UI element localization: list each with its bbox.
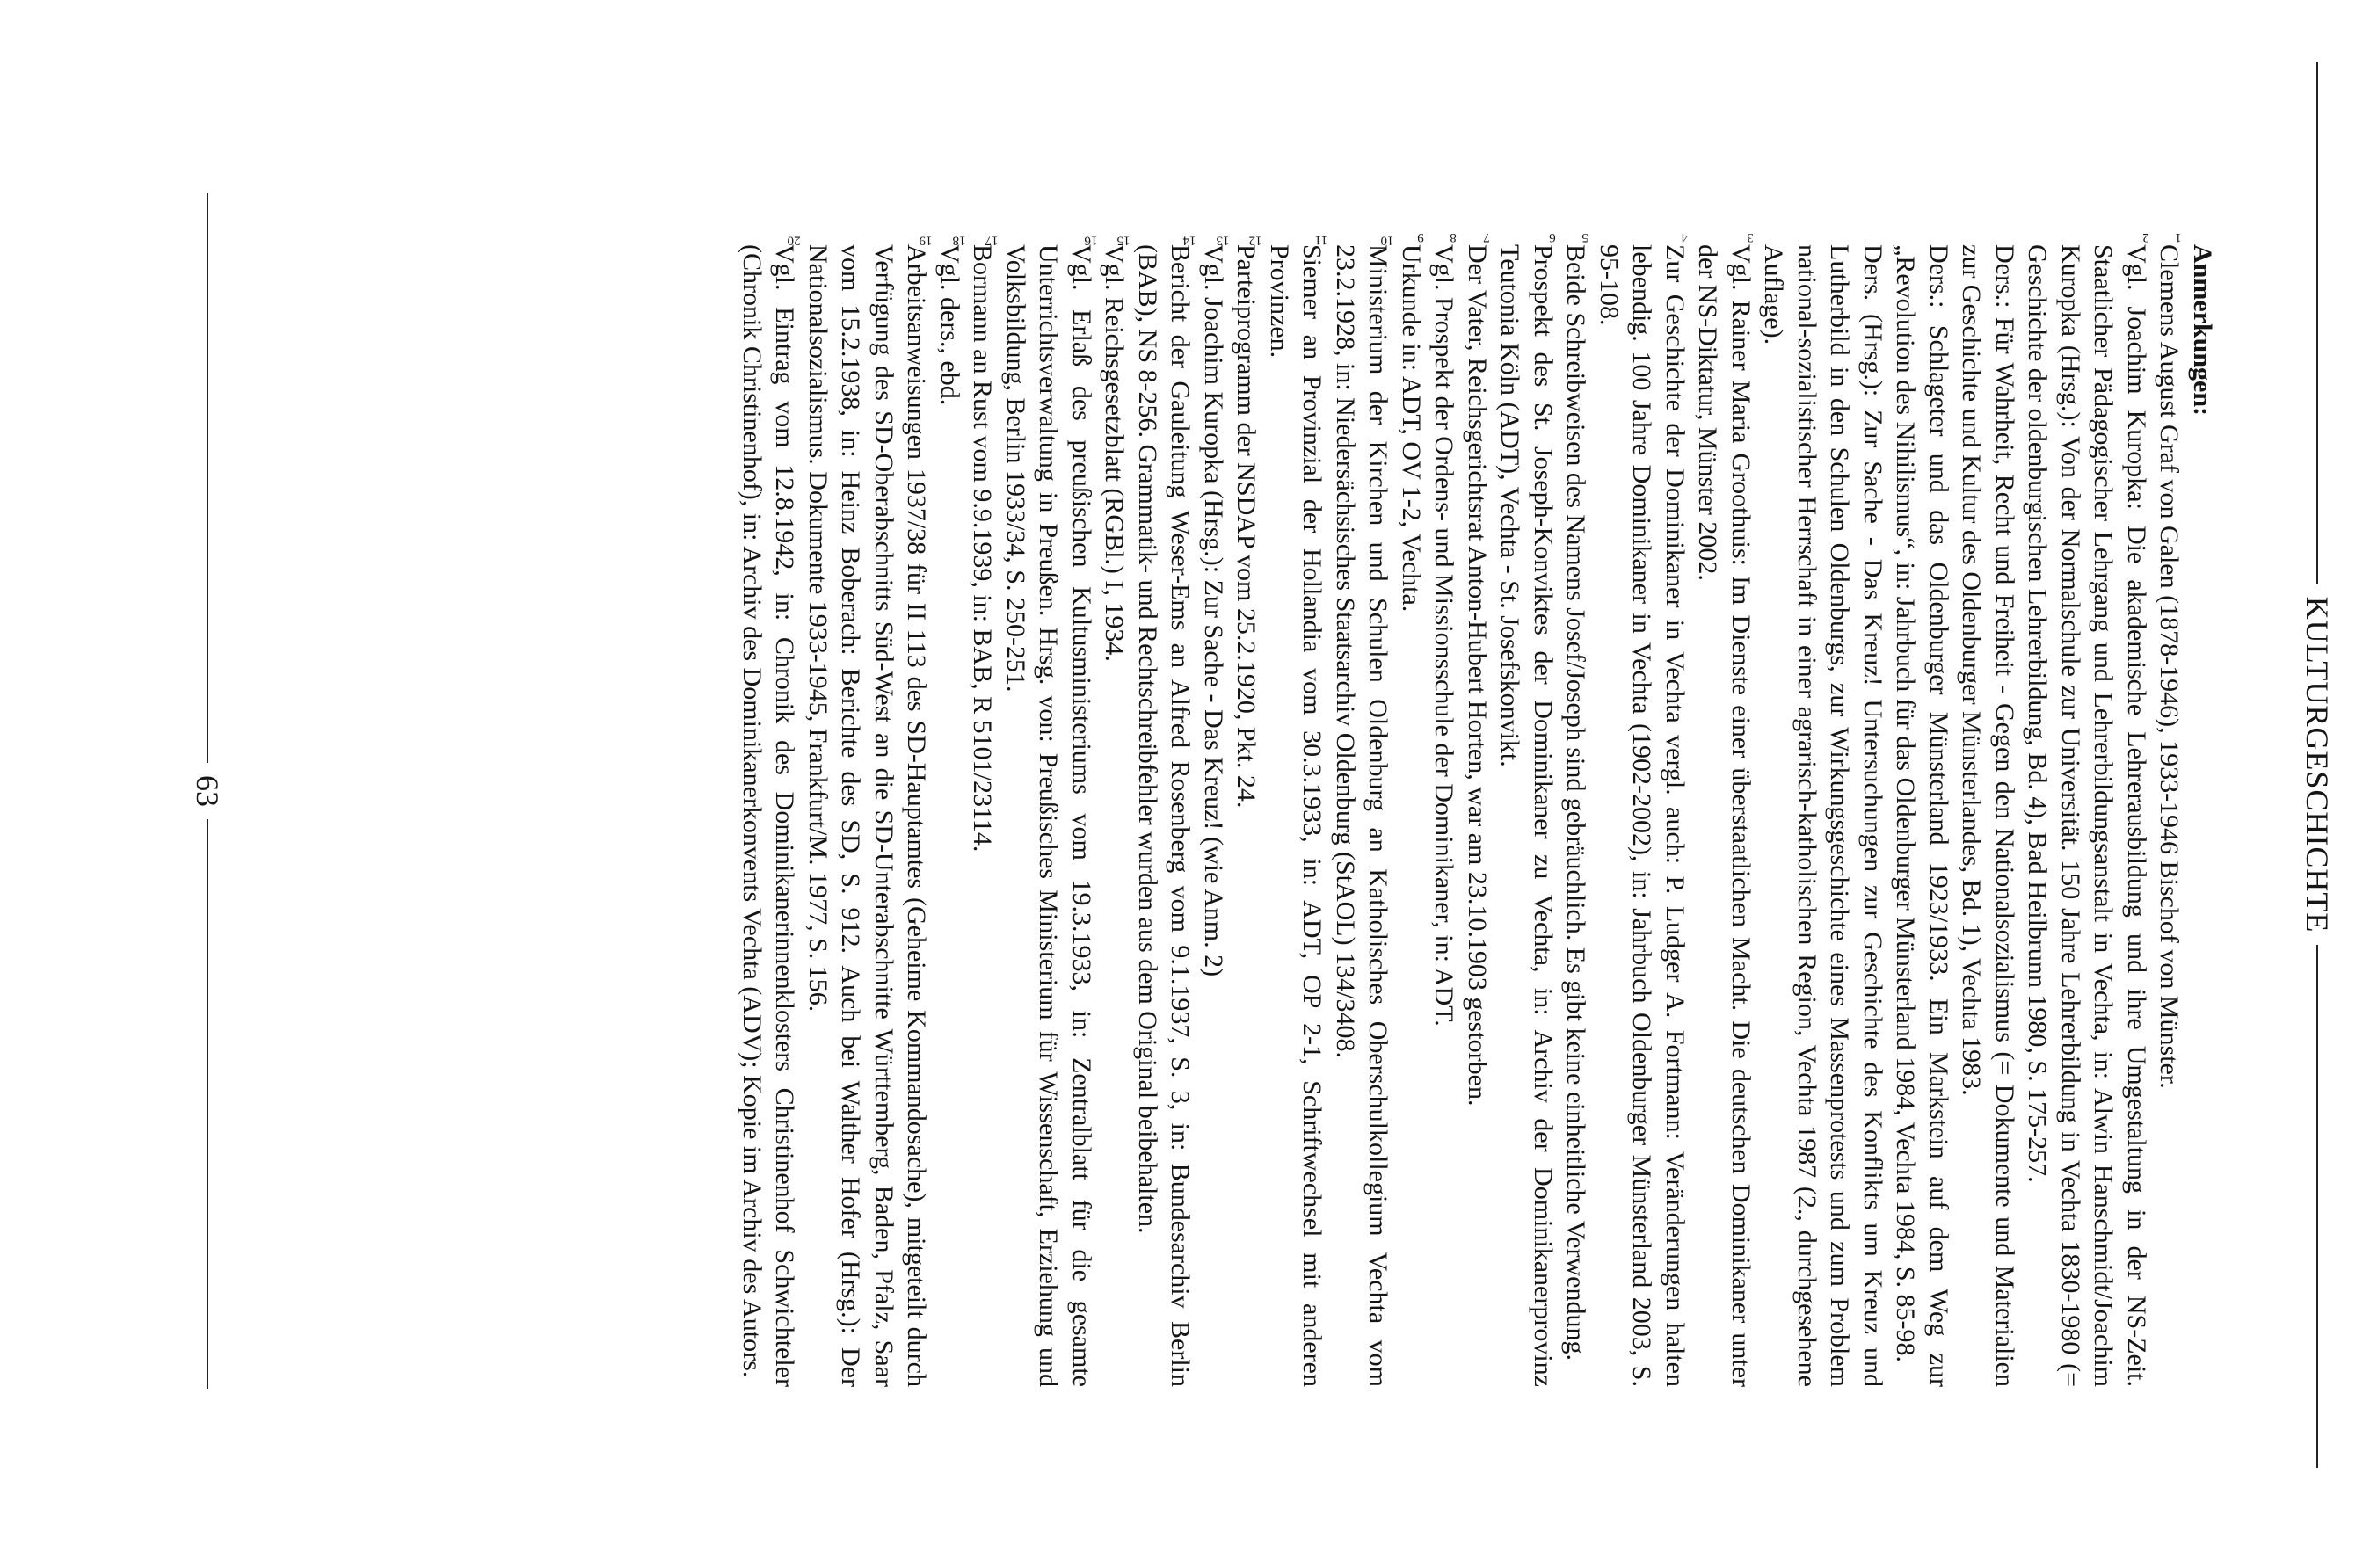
footnote-number: 15 bbox=[1117, 233, 1130, 248]
footnote-text: Vgl. Erlaß des preußischen Kultusministeriums vom 19.3.1933, in: Zentralblatt für die gesamte Unterrichtsverwaltung in Preußen. Hrsg. von: Preußisches Ministerium für Wissenschaft, Erziehung und Volksbildung, Berlin 1933/34, S. 250-251. bbox=[1001, 244, 1096, 1387]
footnote-item bbox=[736, 233, 802, 1387]
footnote-text: Arbeitsanweisungen 1937/38 für II 113 des SD-Hauptamtes (Geheime Kommandosache), mitgeteilt durch Verfügung des SD-Oberabschnitts Süd-West an die SD-Unterabschnitte Württemberg, Baden, Pfalz, Saar vom 15.2.1938, in: Heinz Boberach: Berichte des SD, S. 912. Auch bei Walther Hofer (Hrsg.): Der Nationalsozialismus. Dokumente 1933-1945, Frankfurt/M. 1977, S. 156. bbox=[803, 244, 932, 1387]
footnote-number: 9 bbox=[1417, 229, 1424, 244]
footnote-text: Ders. (Hrsg.): Zur Sache - Das Kreuz! Untersuchungen zur Geschichte des Konflikts um Kreuz und Lutherbild in den Schulen Oldenburgs, zur Wirkungsgeschichte eines Massenprotests und zum Problem national-sozialistischer Herrschaft in einer agrarisch-katholischen Region, Vechta 1987 (2., durchgesehene Auflage). bbox=[1759, 244, 1887, 1387]
footnote-number: 17 bbox=[985, 233, 999, 248]
footer-rule-right bbox=[207, 819, 208, 1389]
footnote-number: 19 bbox=[920, 233, 933, 248]
footnote-item bbox=[1329, 233, 1395, 1387]
footnote-item bbox=[1428, 229, 1461, 1387]
notes-heading: Anmerkungen: bbox=[2188, 244, 2217, 417]
footnote-text: Ministerium der Kirchen und Schulen Oldenburg an Katholisches Oberschulkollegium Vechta vom 23.2.1928, in: Niedersächsisches Staatsarchiv Oldenburg (StAOL) 134/3408. bbox=[1331, 244, 1393, 1387]
footer-rule-left bbox=[207, 193, 208, 763]
footnotes-section bbox=[736, 229, 2220, 1387]
footnote-item bbox=[1098, 233, 1131, 1387]
footnote-text: Vgl. Eintrag vom 12.8.1942, in: Chronik des Dominikanerinnenklosters Christinenhof Schwichteler (Chronik Christinenhof), in: Archiv des Dominikanerkonvents Vechta (ADV); Kopie im Archiv des Autors. bbox=[738, 244, 800, 1387]
footnote-text: Vgl. Joachim Kuropka: Die akademische Lehrerausbildung und ihre Umgestaltung in der NS-Zeit. Staatlicher Pädagogischer Lehrgang und Lehrerbildungsanstalt in Vechta, in: Alwin Hanschmidt/Joachim Kuropka (Hrsg.): Von der Normalschule zur Universität. 150 Jahre Lehrerbildung in Vechta 1830-1980 (= Geschichte der oldenburgischen Lehrerbildung, Bd. 4), Bad Heilbrunn 1980, S. 175-257. bbox=[2023, 244, 2151, 1387]
footnote-text: Zur Geschichte der Dominikaner in Vechta vergl. auch: P. Ludger A. Fortmann: Veränderungen halten lebendig. 100 Jahre Dominikaner in Vechta (1902-2002), in: Jahrbuch Oldenburger Münsterland 2003, S. 95-108. bbox=[1595, 244, 1690, 1387]
footnote-item bbox=[1593, 229, 1692, 1387]
footnote-text: Vgl. Rainer Maria Groothuis: Im Dienste einer überstaatlichen Macht. Die deutschen Dominikaner unter der NS-Diktatur, Münster 2002. bbox=[1693, 244, 1756, 1387]
footnote-item bbox=[1197, 233, 1231, 1387]
footnote-item bbox=[1559, 229, 1593, 1387]
footnote-item bbox=[1461, 229, 1494, 1387]
page-footer bbox=[172, 193, 243, 1389]
footnote-number: 5 bbox=[1581, 229, 1589, 244]
footnote-text: Ders.: Für Wahrheit, Recht und Freiheit - Gegen den Nationalsozialismus (= Dokumente und Materialien zur Geschichte und Kultur des Oldenburger Münsterlandes, Bd. 1), Vechta 1983. bbox=[1957, 244, 2019, 1387]
section-title: KULTURGESCHICHTE bbox=[2300, 596, 2335, 933]
footnote-item bbox=[1000, 233, 1099, 1387]
footnote-text: Ders.: Schlageter und das Oldenburger Münsterland 1923/1933. Ein Markstein auf dem Weg zur „Revolution des Nihilismus“, in: Jahrbuch für das Oldenburger Münsterland 1984, Vechta 1984, S. 85-98. bbox=[1891, 244, 1953, 1387]
footnote-number: 16 bbox=[1084, 233, 1098, 248]
footnote-text: Vgl. Prospekt der Ordens- und Missionsschule der Dominikaner, in: ADT. bbox=[1429, 244, 1459, 1027]
header-rule-right bbox=[2316, 945, 2318, 1468]
footnote-number: 4 bbox=[1681, 229, 1688, 244]
footnote-item bbox=[1494, 229, 1559, 1387]
footnote-number: 7 bbox=[1483, 229, 1490, 244]
footnote-text: Vgl. Reichsgesetzblatt (RGBl.) I, 1934. bbox=[1100, 244, 1130, 662]
footnote-text: Siemer an Provinzial der Hollandia vom 30.3.1933, in: ADT, OP 2-1, Schriftwechsel mit anderen Provinzen. bbox=[1265, 244, 1327, 1387]
footnote-item bbox=[1889, 244, 1955, 1387]
footnote-text: Bormann an Rust vom 9.9.1939, in: BAB, R 5101/23114. bbox=[968, 244, 998, 853]
footnote-item bbox=[1757, 244, 1889, 1387]
footnote-text: Prospekt des St. Joseph-Konviktes der Dominikaner zu Vechta, in: Archiv der Dominikanerprovinz Teutonia Köln (ADT), Vechta - St. Josefskonvikt. bbox=[1495, 244, 1558, 1387]
footnote-item bbox=[1691, 229, 1757, 1387]
footnote-text: Clemens August Graf von Galen (1878-1946), 1933-1946 Bischof von Münster. bbox=[2155, 244, 2185, 1089]
footnote-item bbox=[934, 233, 967, 1387]
footnote-text: Bericht der Gauleitung Weser-Ems an Alfred Rosenberg vom 9.1.1937, S. 3, in: Bundesarchiv Berlin (BAB), NS 8-256. Grammatik- und Rechtschreibfehler wurden aus dem Original beibehalten. bbox=[1133, 244, 1196, 1387]
footnote-text: Vgl. ders., ebd. bbox=[935, 244, 964, 406]
footnote-number: 13 bbox=[1216, 233, 1230, 248]
footnote-number: 20 bbox=[788, 233, 801, 248]
header-rule-left bbox=[2316, 62, 2318, 584]
footnote-number: 3 bbox=[1747, 229, 1754, 244]
footnote-number: 14 bbox=[1183, 233, 1196, 248]
footnote-number: 6 bbox=[1549, 229, 1556, 244]
footnote-number: 10 bbox=[1381, 233, 1394, 248]
footnote-item bbox=[1230, 233, 1263, 1387]
footnote-text: Urkunde in: ADT, OV 1-2, Vechta. bbox=[1397, 244, 1426, 613]
footnote-number: 8 bbox=[1450, 229, 1458, 244]
footnote-number: 12 bbox=[1249, 233, 1262, 248]
footnote-item bbox=[966, 233, 1000, 1387]
footnote-item bbox=[2021, 229, 2153, 1387]
footnote-number: 18 bbox=[952, 233, 966, 248]
footnote-text: Der Vater, Reichsgerichtsrat Anton-Hubert Horten, war am 23.10.1903 gestorben. bbox=[1463, 244, 1492, 1107]
footnote-number: 1 bbox=[2175, 229, 2183, 244]
footnote-text: Beide Schreibweisen des Namens Josef/Joseph sind gebräuchlich. Es gibt keine einheitliche Verwendung. bbox=[1561, 244, 1591, 1361]
page-number: 63 bbox=[190, 775, 225, 807]
footnote-text: Parteiprogramm der NSDAP vom 25.2.1920, Pkt. 24. bbox=[1232, 244, 1261, 809]
footnote-number: 11 bbox=[1315, 233, 1328, 248]
footnote-text: Vgl. Joachim Kuropka (Hrsg.): Zur Sache - Das Kreuz! (wie Anm. 2) bbox=[1199, 244, 1228, 977]
running-header bbox=[2291, 62, 2344, 1468]
footnote-item bbox=[1131, 233, 1197, 1387]
footnote-item bbox=[1263, 233, 1329, 1387]
footnote-item bbox=[2153, 229, 2186, 1387]
footnote-item bbox=[1955, 244, 2021, 1387]
footnote-item bbox=[802, 233, 934, 1387]
footnote-item bbox=[1395, 229, 1429, 1387]
footnote-list bbox=[736, 229, 2186, 1387]
footnote-number: 2 bbox=[2142, 229, 2149, 244]
